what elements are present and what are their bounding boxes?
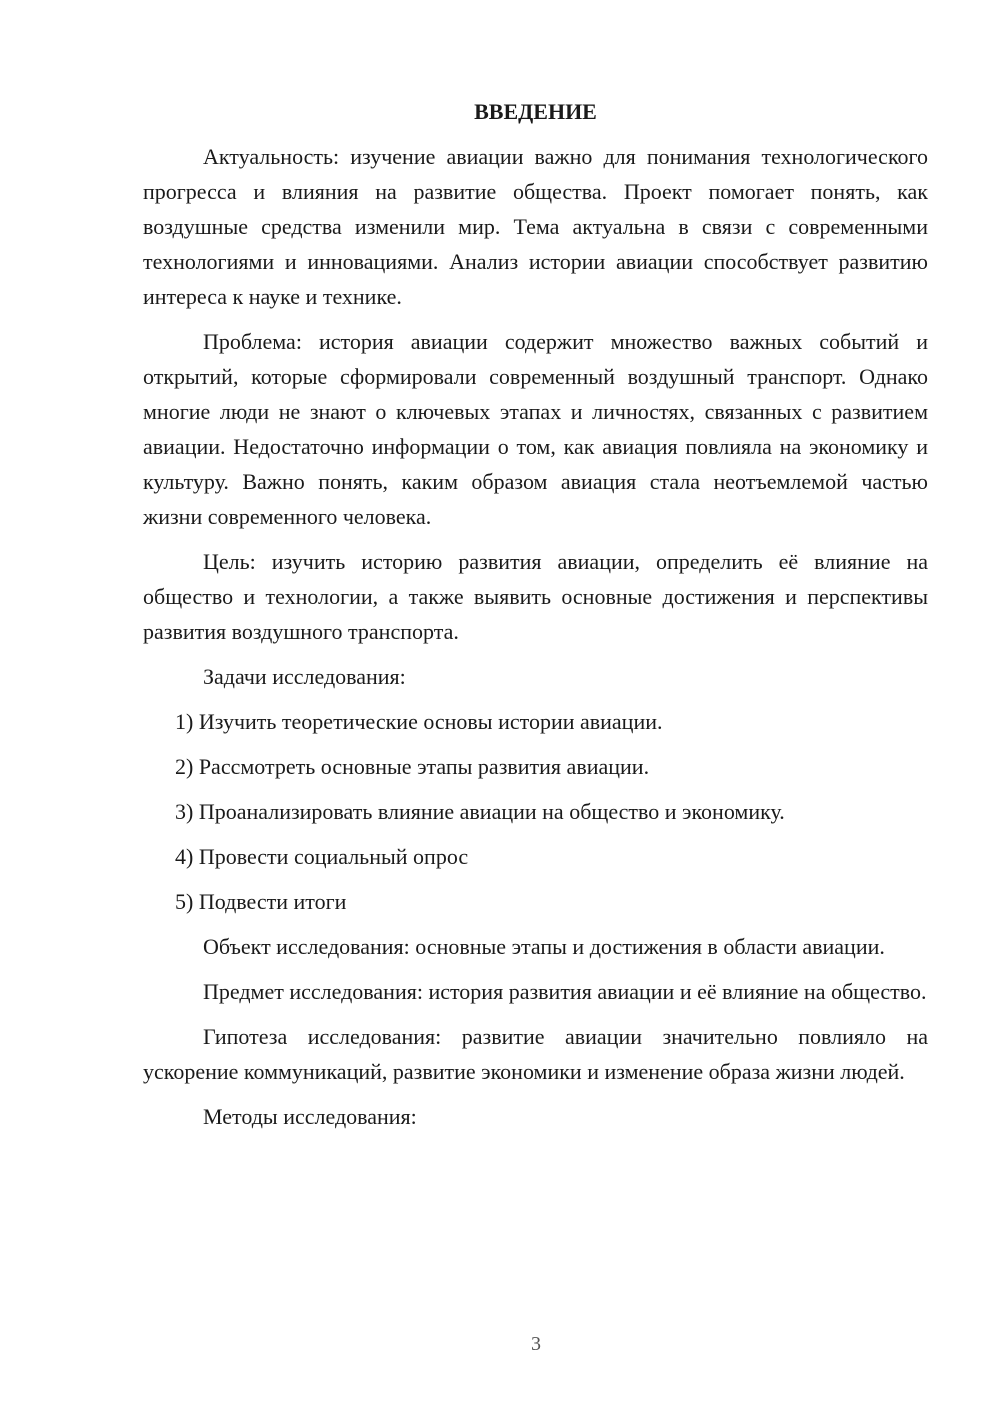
relevance-paragraph: Актуальность: изучение авиации важно для понимания технологического прогресса и влияния на развитие общества. Проект помогает понять, как воздушные средства изменили мир. Тема актуальна в связи с современными технологиями и инновациями. Анализ истории авиации способствует развитию интереса к науке и технике. [143, 144, 928, 309]
subject-paragraph: Предмет исследования: история развития авиации и её влияние на общество. [203, 979, 927, 1004]
list-item: 3) Проанализировать влияние авиации на общество и экономику. [175, 799, 785, 824]
methods-title: Методы исследования: [203, 1104, 417, 1129]
list-item: 2) Рассмотреть основные этапы развития авиации. [175, 754, 650, 779]
goal-paragraph: Цель: изучить историю развития авиации, определить её влияние на общество и технологии, а также выявить основные достижения и перспективы развития воздушного транспорта. [143, 549, 928, 644]
page-number: 3 [531, 1333, 541, 1355]
page-content [143, 94, 928, 1144]
hypothesis-paragraph: Гипотеза исследования: развитие авиации значительно повлияло на ускорение коммуникаций, развитие экономики и изменение образа жизни людей. [143, 1024, 928, 1084]
page-title: ВВЕДЕНИЕ [474, 99, 597, 124]
tasks-title: Задачи исследования: [203, 664, 406, 689]
object-paragraph: Объект исследования: основные этапы и достижения в области авиации. [203, 934, 885, 959]
problem-paragraph: Проблема: история авиации содержит множество важных событий и открытий, которые сформировали современный воздушный транспорт. Однако многие люди не знают о ключевых этапах и личностях, связанных с развитием авиации. Недостаточно информации о том, как авиация повлияла на экономику и культуру. Важно понять, каким образом авиация стала неотъемлемой частью жизни современного человека. [143, 329, 928, 529]
list-item: 4) Провести социальный опрос [175, 844, 469, 869]
list-item: 5) Подвести итоги [175, 889, 347, 914]
tasks-list [143, 704, 928, 919]
list-item: 1) Изучить теоретические основы истории авиации. [175, 709, 663, 734]
